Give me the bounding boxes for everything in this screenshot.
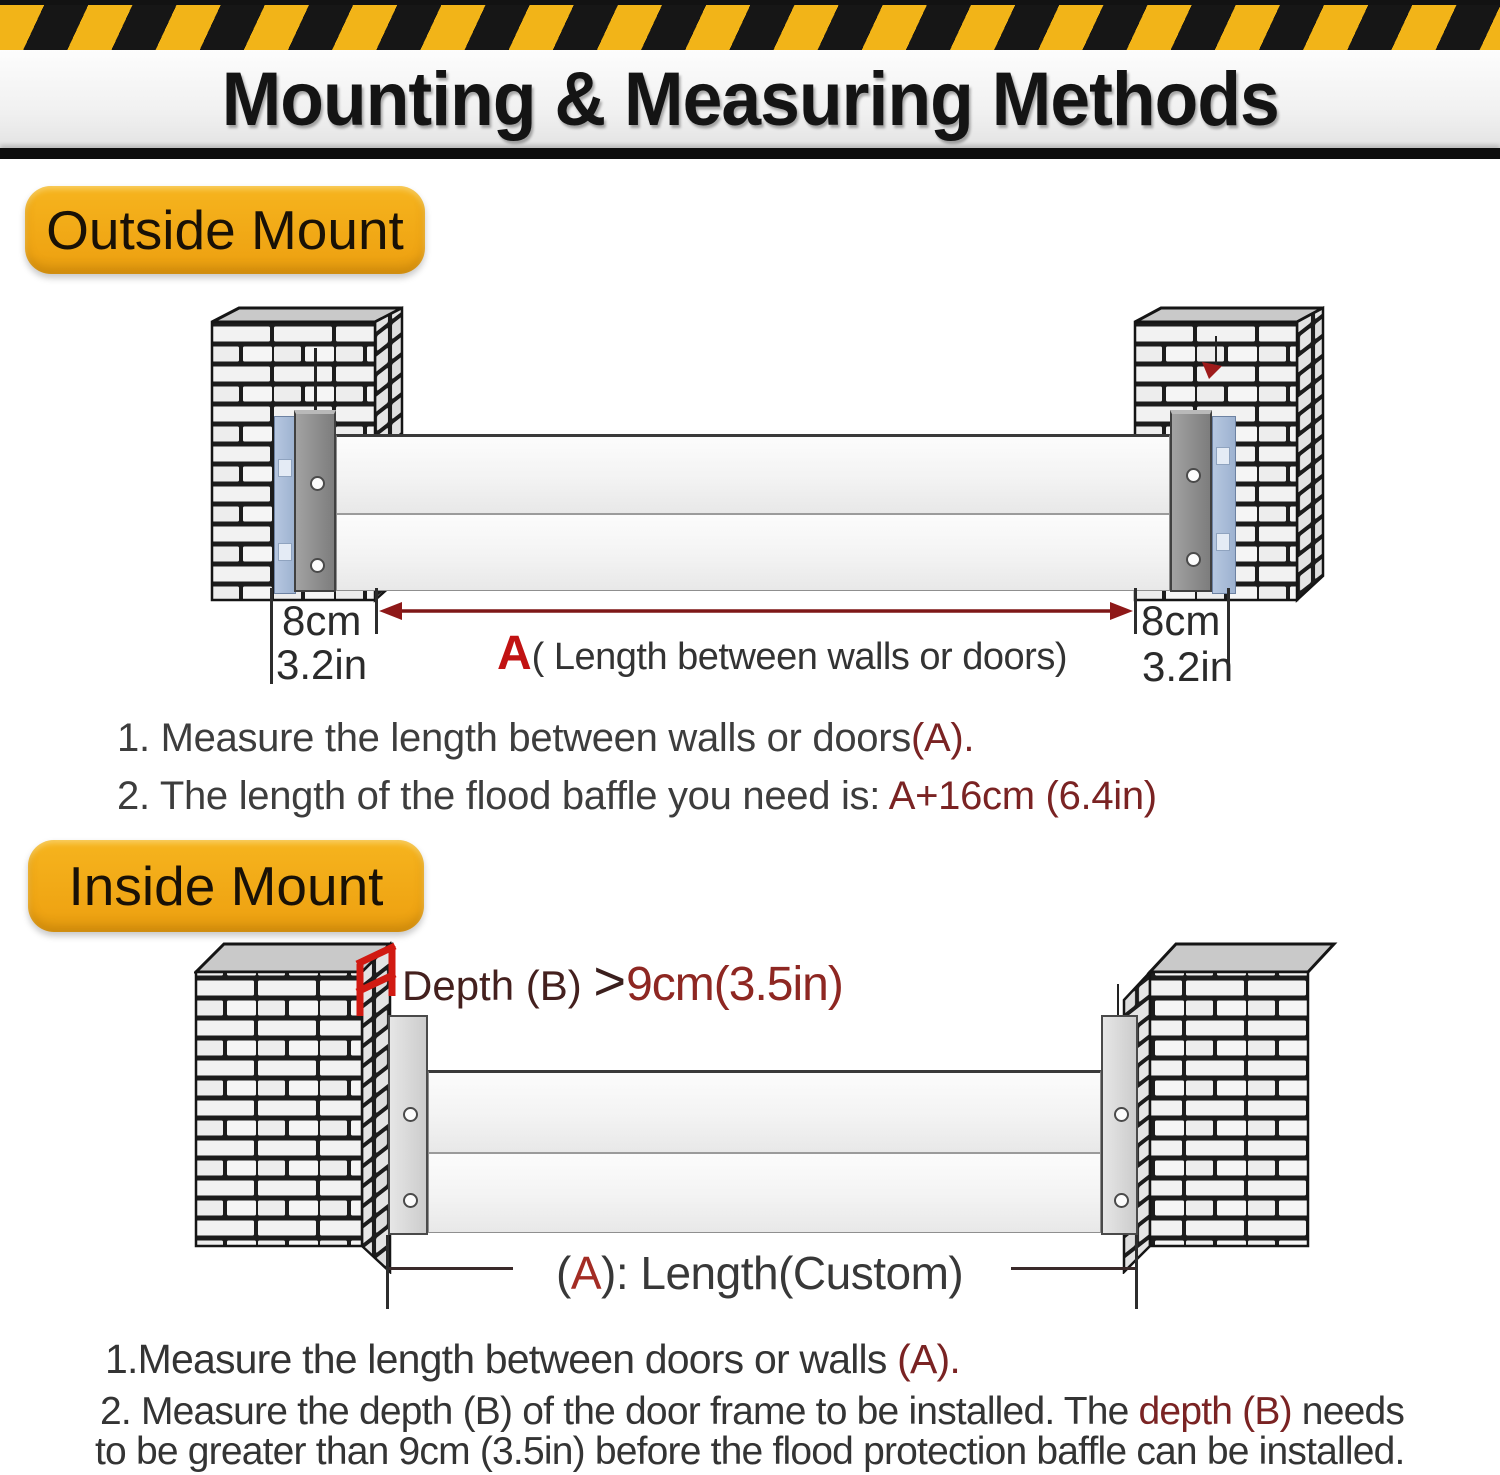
inside-step-2-line-2: to be greater than 9cm (3.5in) before the flood protection baffle can be installed.: [95, 1430, 1405, 1473]
length-letter-a: A: [497, 627, 532, 680]
depth-value: 9cm(3.5in): [626, 958, 843, 1011]
left-align-mark: [314, 348, 317, 412]
seal-tab: [278, 543, 292, 561]
inside-right-channel-bracket: [1101, 1015, 1138, 1235]
inside-right-brick-pillar: [1122, 938, 1338, 1274]
inside-left-channel-bracket: [388, 1015, 428, 1235]
left-seal-strip: [274, 416, 296, 594]
inside-right-align-mark: [1117, 984, 1119, 1016]
screw-hole: [1114, 1107, 1129, 1122]
title-band: [0, 50, 1500, 148]
pillar-front-face: [1150, 972, 1308, 1246]
depth-label-row: [402, 948, 843, 1013]
length-caption: ( Length between walls or doors): [531, 636, 1067, 678]
barrier-board-top: [429, 1073, 1100, 1154]
pillar-top-face: [212, 308, 402, 322]
right-seal-strip: [1212, 416, 1236, 594]
barrier-board-bottom: [337, 515, 1169, 590]
pillar-side-face: [1297, 308, 1323, 600]
outside-mount-badge-label: Outside Mount: [46, 199, 404, 261]
inside-mount-badge-label: Inside Mount: [68, 855, 384, 917]
length-span-label: [497, 626, 1067, 681]
right-offset-cm: 8cm: [1141, 597, 1221, 644]
outside-flood-barrier: [336, 434, 1170, 591]
screw-hole: [310, 558, 325, 573]
title-underline-bar: [0, 148, 1500, 159]
measure-line-right: [1011, 1267, 1135, 1270]
seal-tab: [1216, 533, 1230, 551]
depth-marker-icon: [352, 942, 402, 1022]
outside-mount-badge: [25, 186, 425, 274]
inside-step-1-highlight: (A).: [897, 1336, 960, 1382]
greater-than-symbol: >: [593, 949, 627, 1012]
outside-step-2-highlight: A+16cm (6.4in): [888, 774, 1157, 818]
right-mounting-bracket: [1170, 410, 1212, 592]
outside-step-1-highlight: (A).: [910, 716, 975, 760]
measure-tick: [1135, 1235, 1138, 1309]
measure-tick: [270, 588, 273, 684]
barrier-board-top: [337, 437, 1169, 515]
left-offset-cm: 8cm: [282, 597, 362, 644]
page-title: Mounting & Measuring Methods: [221, 56, 1279, 142]
left-mounting-bracket: [294, 410, 336, 592]
screw-hole: [403, 1107, 418, 1122]
screw-hole: [1186, 468, 1201, 483]
screw-hole: [1186, 552, 1201, 567]
inside-step-2-highlight: depth (B): [1138, 1390, 1292, 1433]
inside-mount-badge: [28, 840, 424, 932]
depth-label: Depth (B): [402, 962, 594, 1009]
measure-line-left: [389, 1267, 513, 1270]
length-arrow: [376, 598, 1136, 624]
left-offset-in: 3.2in: [276, 641, 368, 688]
right-offset-in: 3.2in: [1142, 643, 1234, 690]
inside-length-letter-a: A: [570, 1247, 602, 1299]
inside-step-2-line-1: 2. Measure the depth (B) of the door frame to be installed. The depth (B) needs: [100, 1390, 1405, 1433]
pillar-front-face: [196, 972, 362, 1246]
seal-tab: [278, 459, 292, 477]
outside-step-2: 2. The length of the flood baffle you need is: A+16cm (6.4in): [117, 774, 1157, 818]
inside-length-label: (A): Length(Custom): [556, 1247, 964, 1299]
pillar-top-face: [1150, 944, 1334, 972]
inside-step-1: 1.Measure the length between doors or walls (A).: [105, 1336, 960, 1382]
screw-hole: [1114, 1193, 1129, 1208]
pillar-top-face: [1135, 308, 1323, 322]
seal-tab: [1216, 447, 1230, 465]
outside-step-1: 1. Measure the length between walls or doors(A).: [117, 716, 975, 760]
red-pointer-icon: [1200, 360, 1224, 382]
screw-hole: [310, 476, 325, 491]
screw-hole: [403, 1193, 418, 1208]
barrier-board-bottom: [429, 1154, 1100, 1232]
measure-tick: [386, 1235, 389, 1309]
inside-flood-barrier: [428, 1070, 1101, 1233]
hazard-stripe-banner: [0, 0, 1500, 55]
